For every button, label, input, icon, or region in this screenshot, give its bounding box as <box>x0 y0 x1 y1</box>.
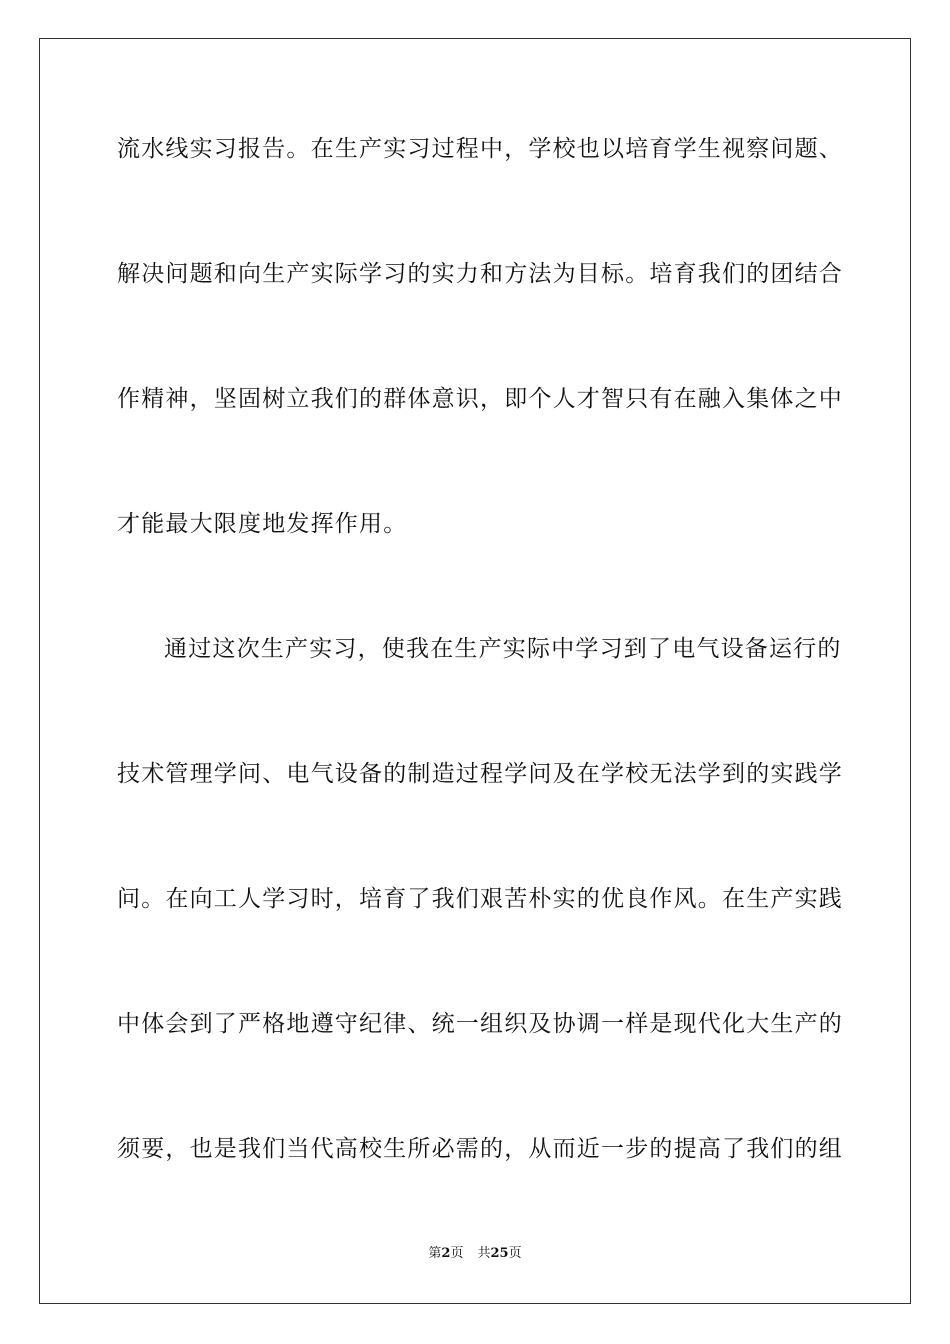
page-footer <box>0 1245 950 1263</box>
total-suffix: 页 <box>508 1246 522 1261</box>
text-line: 通过这次生产实习，使我在生产实际中学习到了电气设备运行的 <box>164 636 842 662</box>
text-line: 须要，也是我们当代高校生所必需的，从而近一步的提高了我们的组 <box>117 1136 843 1162</box>
total-pages: 25 <box>490 1246 509 1261</box>
text-line: 作精神，坚固树立我们的群体意识，即个人才智只有在融入集体之中 <box>117 386 843 412</box>
total-prefix: 共 <box>477 1246 491 1261</box>
text-line: 流水线实习报告。在生产实习过程中，学校也以培育学生视察问题、 <box>117 136 843 162</box>
text-line: 问。在向工人学习时，培育了我们艰苦朴实的优良作风。在生产实践 <box>117 886 843 912</box>
page-prefix: 第 <box>428 1246 442 1261</box>
text-line: 技术管理学问、电气设备的制造过程学问及在学校无法学到的实践学 <box>117 761 843 787</box>
page-number: 2 <box>441 1246 451 1261</box>
text-line: 解决问题和向生产实际学习的实力和方法为目标。培育我们的团结合 <box>117 261 843 287</box>
page-suffix: 页 <box>450 1246 464 1261</box>
page-border <box>39 38 911 1304</box>
text-line: 才能最大限度地发挥作用。 <box>117 511 408 537</box>
text-line: 中体会到了严格地遵守纪律、统一组织及协调一样是现代化大生产的 <box>117 1011 843 1037</box>
